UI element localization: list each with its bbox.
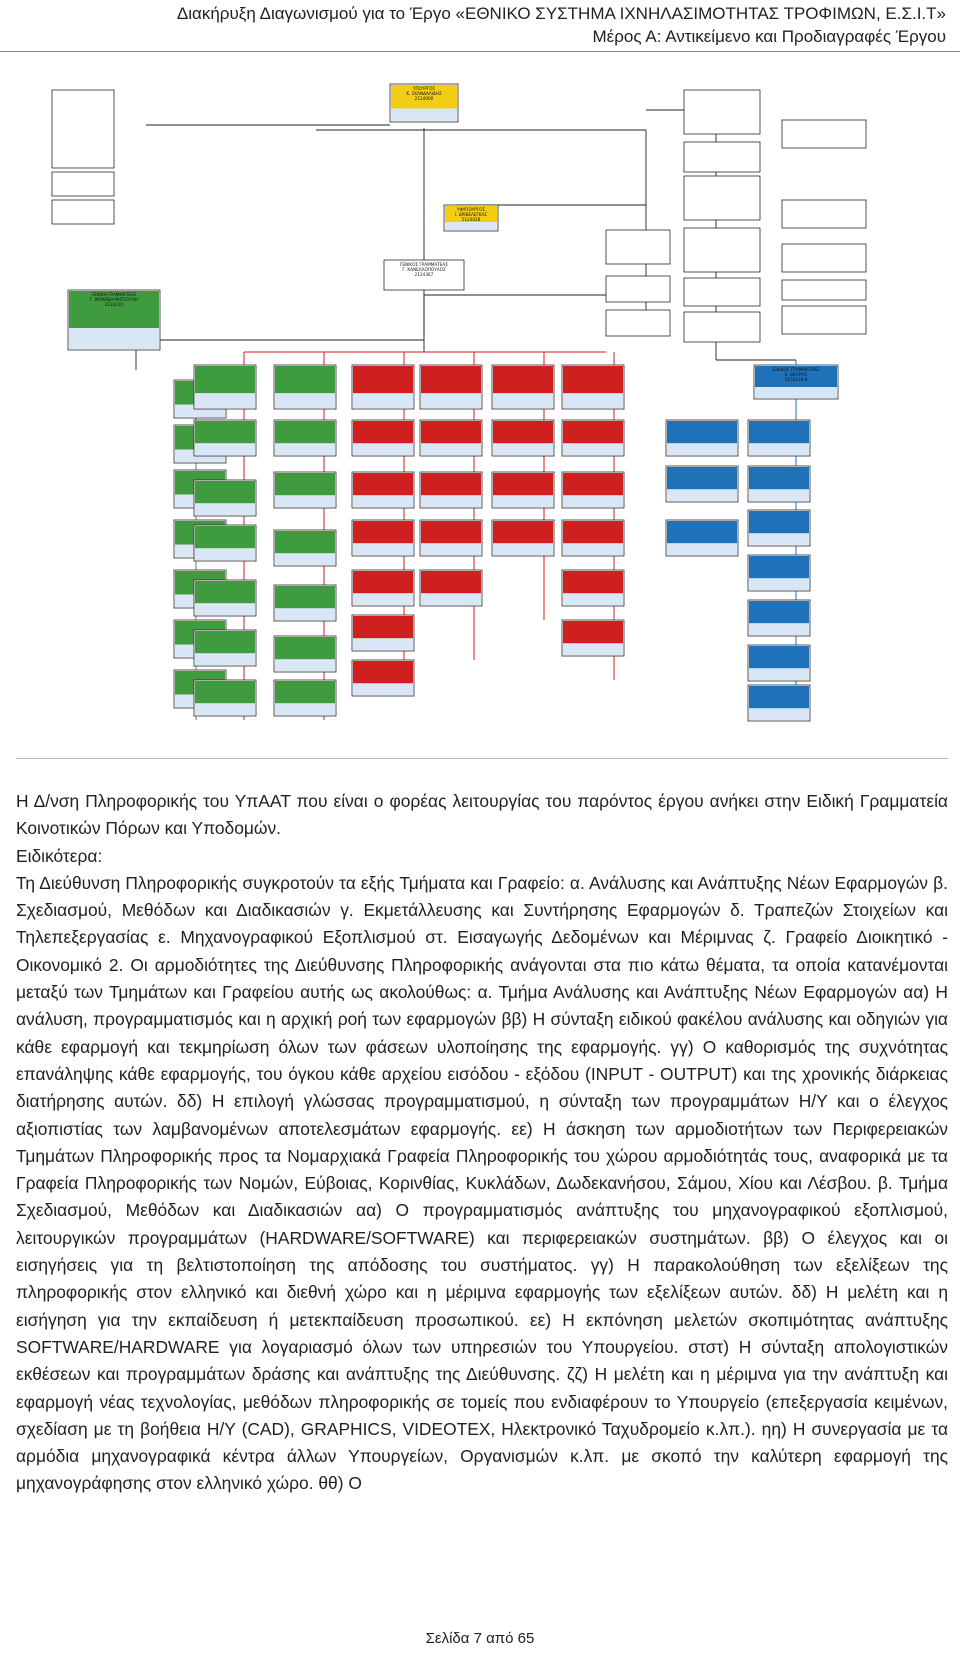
box-col5-unit-2 [562,472,624,508]
box-col0-unit-0 [194,365,256,409]
box-blue-right-1 [748,466,810,502]
document-header [0,0,960,52]
box-blue-right-6 [748,685,810,721]
box-col1-unit-2 [274,472,336,508]
box-middle-office-2 [606,310,670,336]
box-col1-unit-5 [274,636,336,672]
box-col1-unit-1 [274,420,336,456]
box-middle-office-1 [606,276,670,302]
box-minister [390,84,458,122]
box-right-directorate-5 [684,312,760,342]
box-col0-unit-6 [194,680,256,716]
box-col1-unit-0 [274,365,336,409]
box-general-secretary-text-1: Γ. ΚΑΝΕΛΛΟΠΟΥΛΟΣ [402,267,446,272]
box-col0-unit-5 [194,630,256,666]
box-blue-right-0 [748,420,810,456]
box-blue-left-1 [666,466,738,502]
box-col3-unit-3 [420,520,482,556]
box-col5-unit-4 [562,570,624,606]
box-secretariat-green [68,290,160,350]
box-middle-office-0 [606,230,670,264]
box-col1-unit-6 [274,680,336,716]
box-col2-unit-2 [352,472,414,508]
box-secretariat-green-text-1: Γ. ΜΠΑΡΔΗ-ΜΗΤΣΟΥΛΗ [89,297,139,302]
box-col1-unit-3 [274,530,336,566]
header-subtitle: Μέρος Α: Αντικείμενο και Προδιαγραφές Έργου [592,27,946,46]
box-right-directorate-3 [684,228,760,272]
box-minister-text-1: Κ. ΣΚΑΝΔΑΛΙΔΗΣ [406,91,442,96]
box-right-secondary-1 [782,200,866,228]
box-deputy-text-1: Ι. ΔΡΙΒΕΛΕΓΚΑΣ [454,212,488,217]
box-right-directorate-0 [684,90,760,134]
box-col2-unit-3 [352,520,414,556]
box-blue-right-5 [748,645,810,681]
paragraph-responsibilities: Τη Διεύθυνση Πληροφορικής συγκροτούν τα εξής Τμήματα και Γραφείο: α. Ανάλυσης και Ανάπτυξης Νέων Εφαρμογών β. Σχεδιασμού, Μεθόδων και Διαδικασιών γ. Εκμετάλλευσης και Συντήρησης Εφαρμογών δ. Τραπεζών Στοιχείων και Τηλεπεξεργασίας ε. Μηχανογραφικού Εξοπλισμού στ. Εισαγωγής Δεδομένων και Μέριμνας ζ. Γραφείο Διοικητικό - Οικονομικό 2. Οι αρμοδιότητες της Διεύθυνσης Πληροφορικής ανάγονται στα πιο κάτω θέματα, τα οποία κατανέμονται μεταξύ των Τμημάτων και Γραφείου αυτής ως ακολούθως: α. Τμήμα Ανάλυσης και Ανάπτυξης Νέων Εφαρμογών αα) Η ανάλυση, προγραμματισμός και η αρχική ροή των εφαρμογών ββ) Η σύνταξη ειδικού φακέλου ανάλυσης και οδηγιών για κάθε εφαρμογή και τεκμηρίωση όλων των φάσεων υλοποίησης της εφαρμογής. γγ) Ο καθορισμός της συχνότητας επανάληψης κάθε εφαρμογής, του όγκου κάθε αρχείου εισόδου - εξόδου (INPUT - OUTPUT) και της χρονικής διάρκειας διατήρησης αυτών. δδ) Η επιλογή γλώσσας προγραμματισμού, η σύνταξη των προγραμμάτων Η/Υ και ο έλεγχος αξιοπιστίας των λαμβανομένων αποτελεσμάτων εφαρμογής. εε) Η άσκηση των αρμοδιοτήτων των Περιφερειακών Τμημάτων Πληροφορικής προς τα Νομαρχιακά Γραφεία Πληροφορικής του χώρου αρμοδιότητάς τους, αναφορικά με τα Γραφεία Πληροφορικής των Νομών, Εύβοιας, Κορινθίας, Κυκλάδων, Δωδεκανήσου, Σάμου, Χίου και Λέσβου. β. Τμήμα Σχεδιασμού, Μεθόδων και Διαδικασιών αα) Ο προγραμματισμός ανάπτυξης του μηχανογραφικού εξοπλισμού, λειτουργικών προγραμμάτων (HARDWARE/SOFTWARE) και περιφερειακών συστημάτων. ββ) Ο έλεγχος και οι εισηγήσεις για τη βελτιστοποίηση της απόδοσης του συστήματος. γγ) Η παρακολούθηση των εξελίξεων της πληροφορικής στον ελληνικό και διεθνή χώρο και η μέριμνα εφαρμογής των εξελίξεων αυτών. δδ) Η μελέτη και η εισήγηση για την εκπαίδευση ή μετεκπαίδευση προσωπικού. εε) Η εκπόνηση μελετών σκοπιμότητας ανάπτυξης SOFTWARE/HARDWARE για λογαριασμό όλων των υπηρεσιών του Υπουργείου. στστ) Η σύνταξη απολογιστικών εκθέσεων και προγραμμάτων δράσης και ανάπτυξης της Διεύθυνσης. ζζ) Η μελέτη και η μέριμνα για την ανάπτυξη και εφαρμογή νέας τεχνολογίας, μεθόδων πληροφορικής σε τομείς που ενδιαφέρουν το Υπουργείο (επεξεργασία κειμένων, σχεδίαση με τη βοήθεια Η/Υ (CAD), GRAPHICS, VIDEOTEX, Ηλεκτρονικό Ταχυδρομείο κ.λπ.). ηη) Η συνεργασία με τα αρμόδια μηχανογραφικά κέντρα άλλων Υπουργείων, Οργανισμών κ.λπ. με σκοπό την καλύτερη εφαρμογή της μηχανογράφησης στον ελληνικό χώρο. θθ) Ο [16,872,948,1494]
box-col4-unit-1 [492,420,554,456]
header-title: Διακήρυξη Διαγωνισμού για το Έργο «ΕΘΝΙΚΟ ΣΥΣΤΗΜΑ ΙΧΝΗΛΑΣΙΜΟΤΗΤΑΣ ΤΡΟΦΙΜΩΝ, Ε.Σ.Ι.Τ» [176,4,946,23]
box-special-secretary-text-0: ΕΙΔΙΚΟΣ ΓΡΑΜΜΑΤΕΑΣ [772,367,820,372]
box-left-office-0 [52,90,114,168]
box-blue-left-2 [666,520,738,556]
box-col2-unit-5 [352,615,414,651]
box-blue-right-4 [748,600,810,636]
box-col3-unit-1 [420,420,482,456]
box-left-office-1 [52,172,114,196]
org-chart-svg [16,80,956,760]
paragraph-intro: Η Δ/νση Πληροφορικής του ΥπΑΑΤ που είναι ο φορέας λειτουργίας του παρόντος έργου ανήκει στην Ειδική Γραμματεία Κοινοτικών Πόρων και Υποδομών. [16,791,948,839]
body-text [16,788,948,1498]
box-col5-unit-3 [562,520,624,556]
box-col0-unit-4 [194,580,256,616]
box-right-secondary-2 [782,244,866,272]
box-col0-unit-2 [194,480,256,516]
box-col5-unit-0 [562,365,624,409]
box-blue-right-3 [748,555,810,591]
box-secretariat-green-text-2: 2124231 [104,302,124,307]
box-col3-unit-4 [420,570,482,606]
box-col3-unit-2 [420,472,482,508]
box-special-secretary [754,365,838,399]
box-deputy-text-2: 2124028 [461,217,481,222]
box-col4-unit-3 [492,520,554,556]
box-general-secretary-text-2: 2124367 [414,272,434,277]
box-col4-unit-0 [492,365,554,409]
box-col4-unit-2 [492,472,554,508]
box-right-secondary-4 [782,306,866,334]
box-col2-unit-1 [352,420,414,456]
box-col2-unit-4 [352,570,414,606]
box-blue-left-0 [666,420,738,456]
box-special-secretary-text-1: Ε. ΘΕΑΡΗΣ [784,372,808,377]
org-chart-figure [16,80,956,760]
box-col0-unit-1 [194,420,256,456]
figure-bottom-rule [16,758,948,759]
box-col2-unit-6 [352,660,414,696]
box-right-directorate-4 [684,278,760,306]
box-minister-text-2: 2124000 [414,96,434,101]
box-general-secretary [384,260,464,290]
box-right-directorate-1 [684,142,760,172]
box-col5-unit-1 [562,420,624,456]
box-special-secretary-text-2: 5276124-8 [784,377,808,382]
box-col1-unit-4 [274,585,336,621]
box-general-secretary-text-0: ΓΕΝΙΚΟΣ ΓΡΑΜΜΑΤΕΑΣ [400,262,448,267]
page-number: Σελίδα 7 από 65 [425,1630,535,1647]
box-deputy [444,205,498,231]
box-right-directorate-2 [684,176,760,220]
box-blue-right-2 [748,510,810,546]
box-left-office-2 [52,200,114,224]
box-right-secondary-0 [782,120,866,148]
box-secretariat-green-text-0: ΓΕΝΙΚΗ ΓΡΑΜΜΑΤΕΑΣ [91,292,137,297]
box-deputy-text-0: ΥΦΥΠΟΥΡΓΟΣ [456,207,486,212]
org-boxes [52,84,866,721]
box-minister-text-0: ΥΠΟΥΡΓΟΣ [412,86,436,91]
header-rule [0,51,960,52]
paragraph-specifically: Ειδικότερα: [16,845,103,866]
box-col0-unit-3 [194,525,256,561]
box-col5-unit-5 [562,620,624,656]
box-col3-unit-0 [420,365,482,409]
box-right-secondary-3 [782,280,866,300]
box-col2-unit-0 [352,365,414,409]
